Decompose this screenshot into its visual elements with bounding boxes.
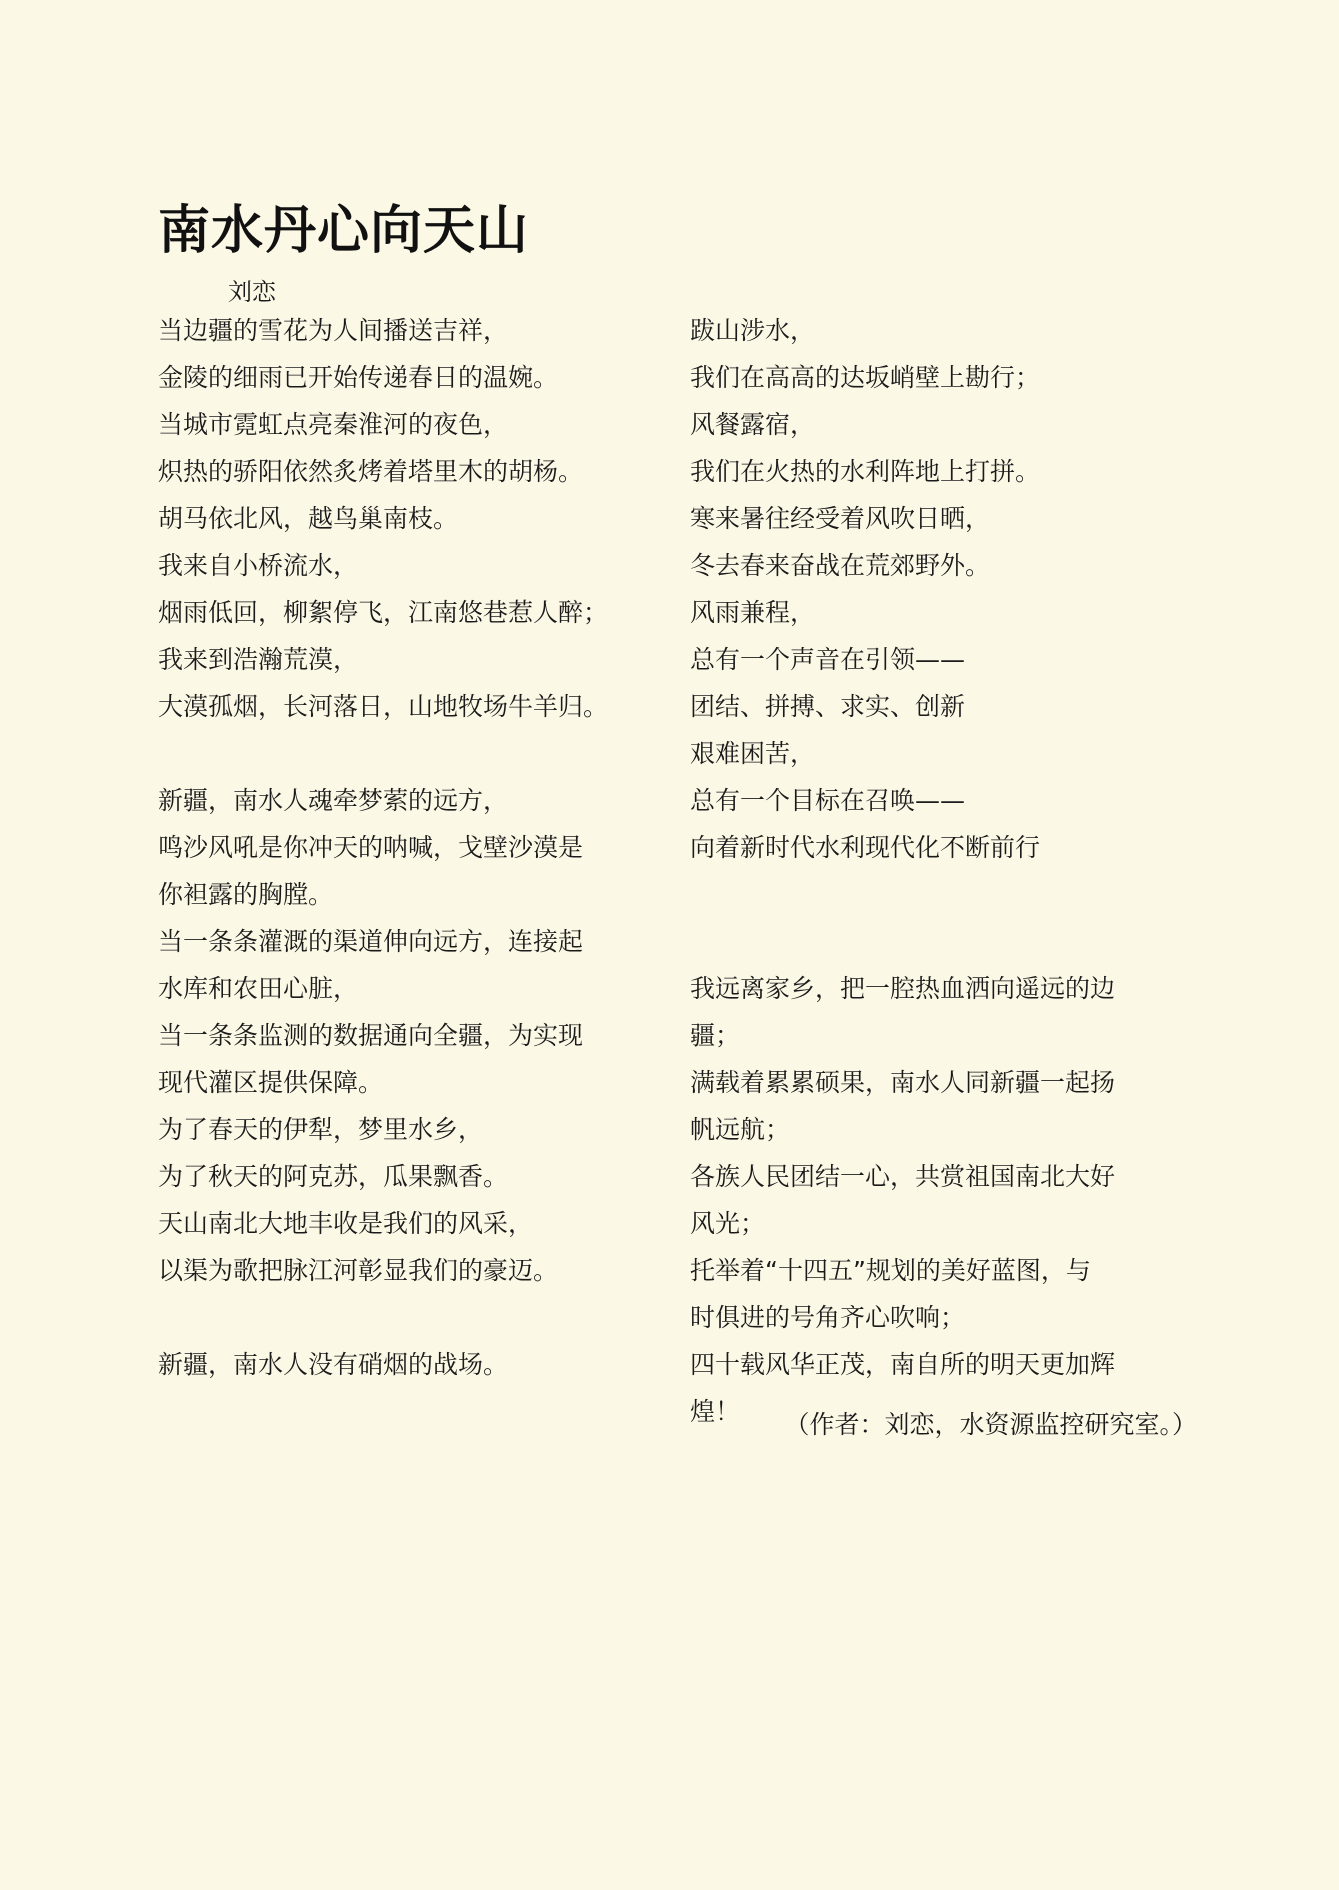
poem-line: 现代灌区提供保障。 — [158, 1068, 384, 1097]
poem-line: 当边疆的雪花为人间播送吉祥， — [158, 316, 509, 345]
poem-line — [158, 1294, 658, 1341]
poem-line — [690, 918, 1190, 965]
poem-line — [690, 871, 1190, 918]
poem-line: 风光； — [690, 1209, 766, 1238]
poem-line: 四十载风华正茂，南自所的明天更加辉 — [690, 1350, 1116, 1379]
poem-line: 天山南北大地丰收是我们的风采， — [158, 1209, 534, 1238]
poem-line: 帆远航； — [690, 1115, 791, 1144]
poem-line: 时俱进的号角齐心吹响； — [690, 1303, 966, 1332]
poem-right-column — [690, 307, 1190, 1435]
poem-line: 各族人民团结一心，共赏祖国南北大好 — [690, 1162, 1116, 1191]
poem-line: 鸣沙风吼是你冲天的呐喊，戈壁沙漠是 — [158, 833, 584, 862]
author-name: 刘恋 — [228, 278, 276, 306]
poem-line: 当一条条监测的数据通向全疆，为实现 — [158, 1021, 584, 1050]
poem-line: 总有一个目标在召唤—— — [690, 786, 966, 815]
poem-line — [158, 730, 658, 777]
poem-line: 大漠孤烟，长河落日，山地牧场牛羊归。 — [158, 692, 609, 721]
poem-line: 艰难困苦， — [690, 739, 816, 768]
poem-line: 你袒露的胸膛。 — [158, 880, 334, 909]
poem-line: 团结、拼搏、求实、创新 — [690, 692, 966, 721]
poem-title: 南水丹心向天山 — [158, 200, 530, 261]
poem-line: 我来到浩瀚荒漠， — [158, 645, 359, 674]
poem-line: 冬去春来奋战在荒郊野外。 — [690, 551, 991, 580]
poem-line: 为了秋天的阿克苏，瓜果飘香。 — [158, 1162, 509, 1191]
poem-line: 当一条条灌溉的渠道伸向远方，连接起 — [158, 927, 584, 956]
poem-line: 风雨兼程， — [690, 598, 816, 627]
poem-line: 水库和农田心脏， — [158, 974, 359, 1003]
poem-line: 风餐露宿， — [690, 410, 816, 439]
poem-line: 我们在高高的达坂峭壁上勘行； — [690, 363, 1041, 392]
poem-line: 疆； — [690, 1021, 741, 1050]
poem-left-column — [158, 307, 658, 1388]
poem-line: 我们在火热的水利阵地上打拼。 — [690, 457, 1041, 486]
poem-line: 寒来暑往经受着风吹日晒， — [690, 504, 991, 533]
author-footnote: （作者：刘恋，水资源监控研究室。） — [784, 1410, 1197, 1439]
poem-line: 我来自小桥流水， — [158, 551, 359, 580]
poem-line: 炽热的骄阳依然炙烤着塔里木的胡杨。 — [158, 457, 584, 486]
poem-line: 为了春天的伊犁，梦里水乡， — [158, 1115, 484, 1144]
poem-line: 满载着累累硕果，南水人同新疆一起扬 — [690, 1068, 1116, 1097]
poem-line: 新疆，南水人魂牵梦萦的远方， — [158, 786, 509, 815]
poem-line: 跋山涉水， — [690, 316, 816, 345]
poem-line: 煌！ — [690, 1397, 741, 1426]
poem-line: 向着新时代水利现代化不断前行 — [690, 833, 1041, 862]
poem-line: 胡马依北风，越鸟巢南枝。 — [158, 504, 459, 533]
poem-line: 金陵的细雨已开始传递春日的温婉。 — [158, 363, 559, 392]
poem-line: 托举着“十四五”规划的美好蓝图，与 — [690, 1256, 1091, 1285]
poem-line: 总有一个声音在引领—— — [690, 645, 966, 674]
poem-line: 以渠为歌把脉江河彰显我们的豪迈。 — [158, 1256, 559, 1285]
poem-line: 我远离家乡，把一腔热血洒向遥远的边 — [690, 974, 1116, 1003]
poem-line: 当城市霓虹点亮秦淮河的夜色， — [158, 410, 509, 439]
poem-line: 烟雨低回，柳絮停飞，江南悠巷惹人醉； — [158, 598, 609, 627]
poem-line: 新疆，南水人没有硝烟的战场。 — [158, 1350, 509, 1379]
